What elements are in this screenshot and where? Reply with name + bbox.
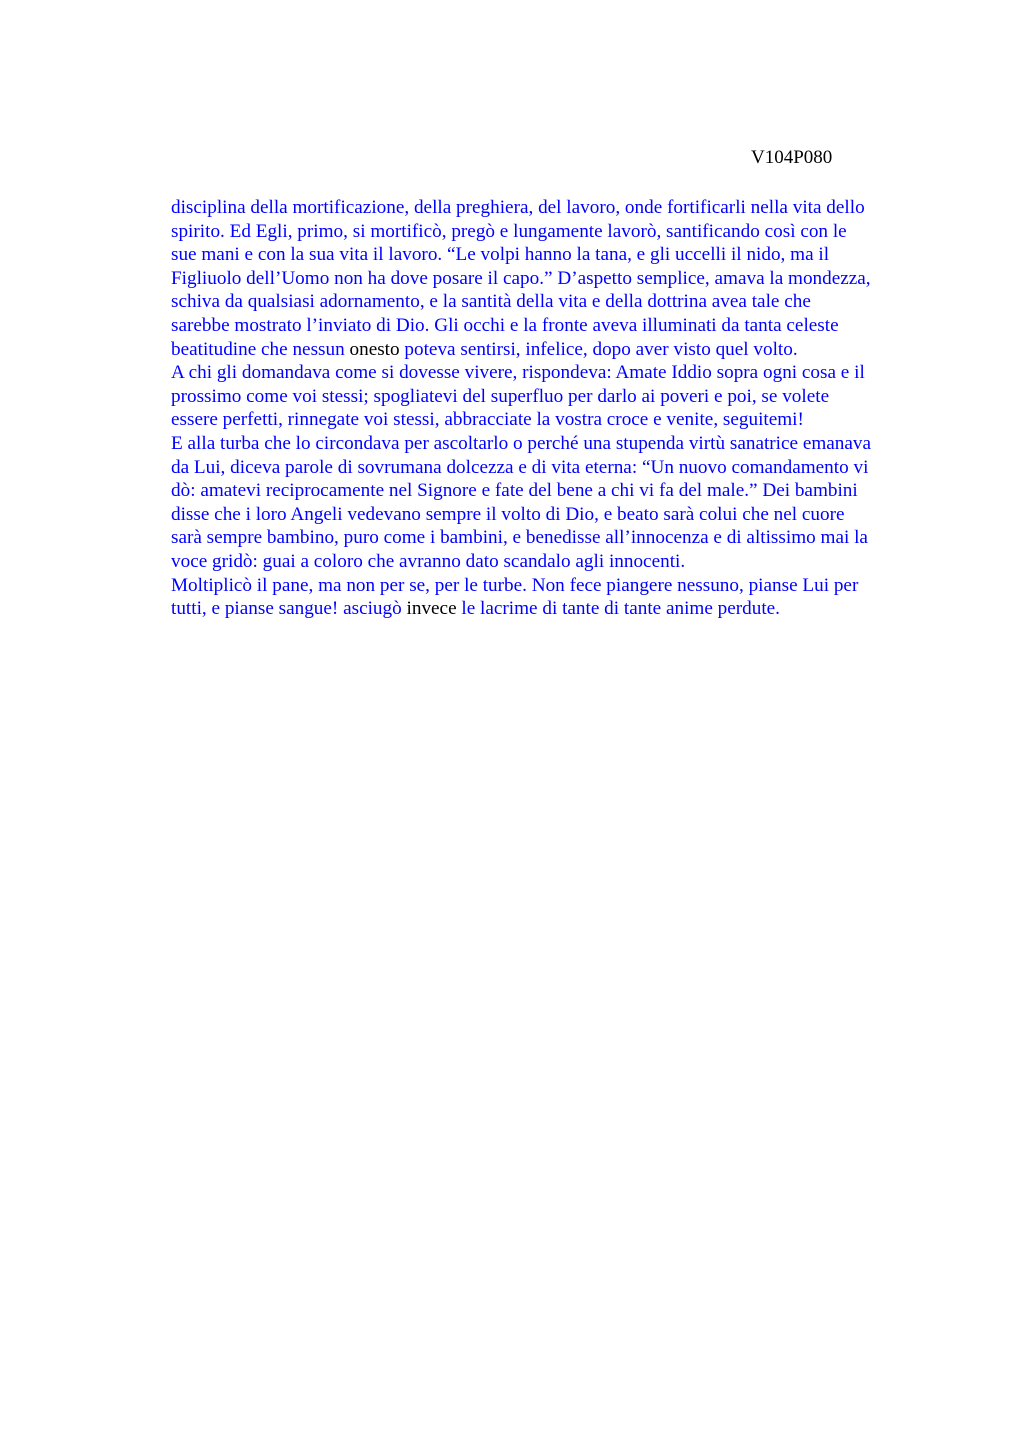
text-line	[171, 361, 941, 385]
text-segment: da Lui, diceva parole di sovrumana dolcezza e di vita eterna: “Un nuovo comandamento vi	[171, 456, 869, 478]
text-line	[171, 314, 941, 338]
page-identifier: V104P080	[751, 147, 833, 168]
text-segment: dò: amatevi reciprocamente nel Signore e fate del bene a chi vi fa del male.” Dei bambini	[171, 480, 858, 502]
text-line	[171, 432, 941, 456]
text-segment: A chi gli domandava come si dovesse vivere, rispondeva: Amate Iddio sopra ogni cosa e il	[171, 362, 865, 384]
text-line	[171, 503, 941, 527]
text-segment: spirito. Ed Egli, primo, si mortificò, pregò e lungamente lavorò, santificando così con le	[171, 220, 847, 242]
text-line	[171, 597, 941, 621]
text-line	[171, 243, 941, 267]
text-segment: essere perfetti, rinnegate voi stessi, abbracciate la vostra croce e venite, seguitemi!	[171, 409, 804, 431]
text-segment: Moltiplicò il pane, ma non per se, per le turbe. Non fece piangere nessuno, pianse Lui per	[171, 574, 859, 596]
text-segment: E alla turba che lo circondava per ascoltarlo o perché una stupenda virtù sanatrice emanava	[171, 432, 872, 454]
text-segment-black: onesto	[349, 338, 400, 360]
text-line	[171, 267, 941, 291]
text-segment: le lacrime di tante di tante anime perdute.	[456, 598, 780, 620]
text-line	[171, 526, 941, 550]
text-segment-black: invece	[406, 598, 457, 620]
text-segment: poteva sentirsi, infelice, dopo aver visto quel volto.	[399, 338, 798, 360]
text-segment: sue mani e con la sua vita il lavoro. “Le volpi hanno la tana, e gli uccelli il nido, ma il	[171, 244, 830, 266]
text-line	[171, 290, 941, 314]
text-segment: prossimo come voi stessi; spogliatevi del superfluo per darlo ai poveri e poi, se volete	[171, 385, 830, 407]
text-segment: disciplina della mortificazione, della preghiera, del lavoro, onde fortificarli nella vita dello	[171, 197, 865, 218]
text-segment: sarà sempre bambino, puro come i bambini, e benedisse all’innocenza e di altissimo mai la	[171, 527, 868, 549]
text-segment: Figliuolo dell’Uomo non ha dove posare il capo.” D’aspetto semplice, amava la mondezza,	[171, 267, 871, 289]
text-line	[171, 479, 941, 503]
text-line	[171, 550, 941, 574]
text-line	[171, 456, 941, 480]
text-segment: voce gridò: guai a coloro che avranno dato scandalo agli innocenti.	[171, 550, 686, 572]
text-segment: tutti, e pianse sangue! asciugò	[171, 598, 407, 620]
text-segment: sarebbe mostrato l’inviato di Dio. Gli occhi e la fronte aveva illuminati da tanta celeste	[171, 314, 839, 336]
text-line	[171, 408, 941, 432]
text-line	[171, 385, 941, 409]
text-line	[171, 338, 941, 362]
text-segment: schiva da qualsiasi adornamento, e la santità della vita e della dottrina avea tale che	[171, 291, 811, 313]
text-segment: beatitudine che nessun	[171, 338, 350, 360]
body-text	[171, 196, 941, 621]
text-line	[171, 220, 941, 244]
text-line	[171, 196, 941, 220]
text-segment: disse che i loro Angeli vedevano sempre il volto di Dio, e beato sarà colui che nel cuore	[171, 503, 845, 525]
text-line	[171, 574, 941, 598]
